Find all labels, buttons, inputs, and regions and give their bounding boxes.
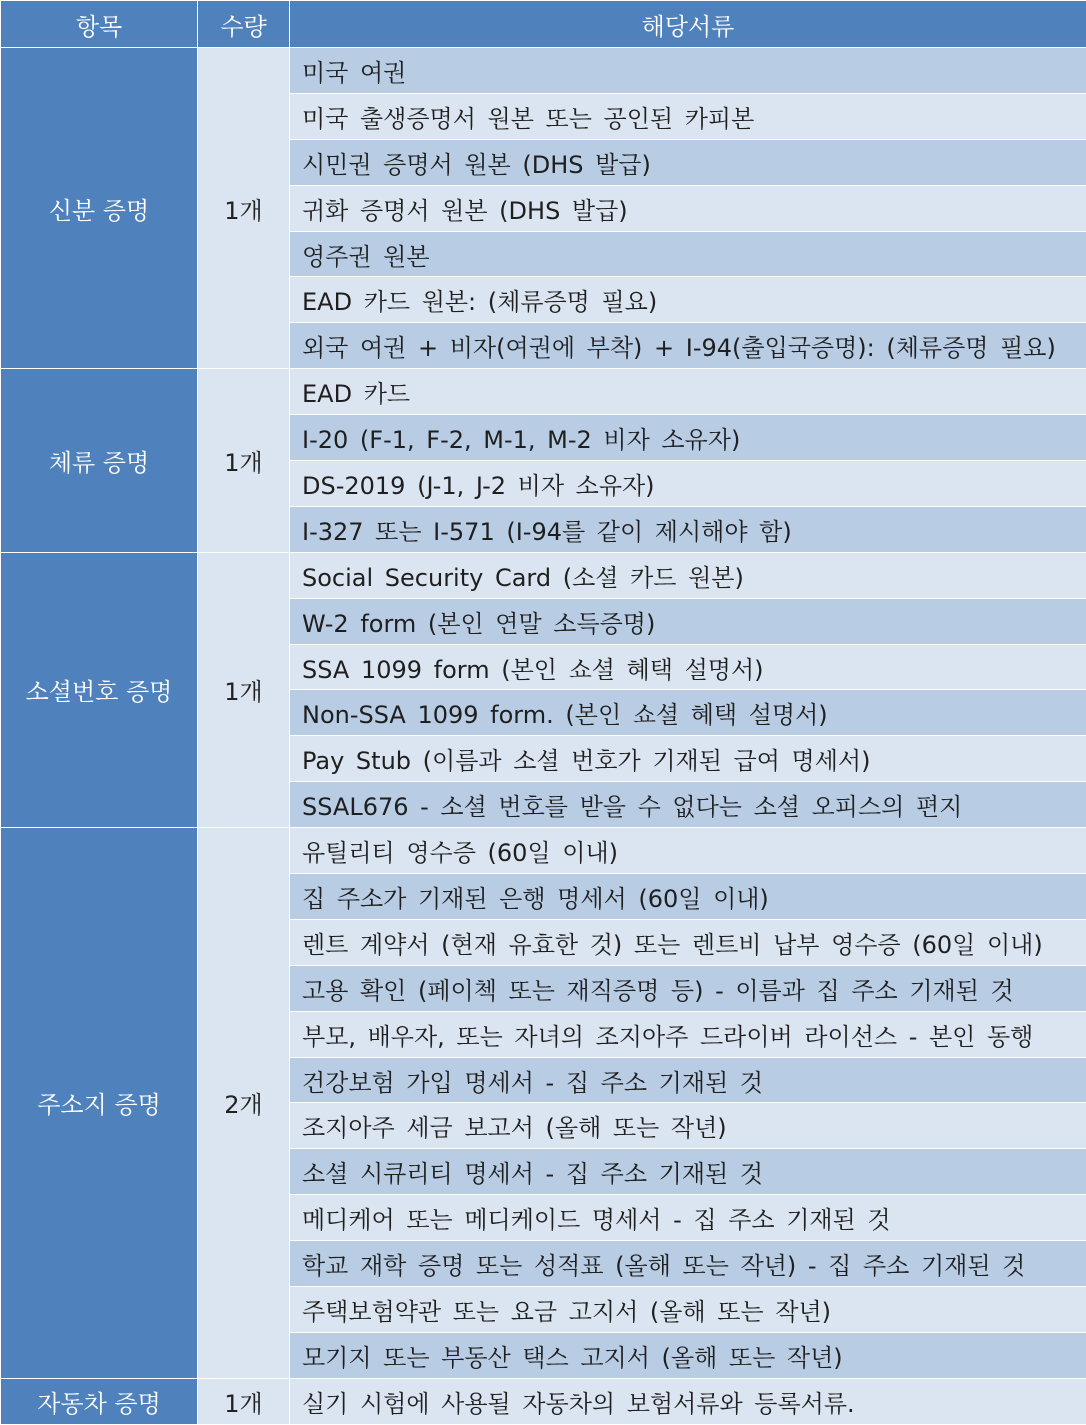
document-item: EAD 카드 원본: (체류증명 필요) [290,277,1086,323]
quantity-cell: 1개 [198,1378,290,1424]
document-item: EAD 카드 [290,369,1086,415]
document-item: 미국 출생증명서 원본 또는 공인된 카피본 [290,93,1086,139]
table-row [1,552,1086,598]
header-row [1,1,1086,48]
document-item: DS-2019 (J-1, J-2 비자 소유자) [290,461,1086,507]
document-item: 실기 시험에 사용될 자동차의 보험서류와 등록서류. [290,1378,1086,1424]
quantity-cell: 1개 [198,48,290,369]
table-row [1,369,1086,415]
document-item: SSA 1099 form (본인 쇼셜 혜택 설명서) [290,644,1086,690]
category-cell: 자동차 증명 [1,1378,198,1424]
table-row [1,1378,1086,1424]
document-item: 미국 여권 [290,48,1086,94]
document-item: Social Security Card (소셜 카드 원본) [290,552,1086,598]
table-row [1,828,1086,874]
document-item: Pay Stub (이름과 소셜 번호가 기재된 급여 명세서) [290,736,1086,782]
table-row [1,48,1086,94]
document-item: 영주권 원본 [290,231,1086,277]
document-item: W-2 form (본인 연말 소득증명) [290,598,1086,644]
category-cell: 신분 증명 [1,48,198,369]
document-item: 학교 재학 증명 또는 성적표 (올해 또는 작년) - 집 주소 기재된 것 [290,1241,1086,1287]
document-item: 렌트 계약서 (현재 유효한 것) 또는 렌트비 납부 영수증 (60일 이내) [290,919,1086,965]
quantity-cell: 2개 [198,828,290,1379]
category-cell: 소셜번호 증명 [1,552,198,827]
document-item: I-327 또는 I-571 (I-94를 같이 제시해야 함) [290,506,1086,552]
document-item: 소셜 시큐리티 명세서 - 집 주소 기재된 것 [290,1149,1086,1195]
document-item: 메디케어 또는 메디케이드 명세서 - 집 주소 기재된 것 [290,1195,1086,1241]
document-item: I-20 (F-1, F-2, M-1, M-2 비자 소유자) [290,415,1086,461]
document-item: Non-SSA 1099 form. (본인 쇼셜 혜택 설명서) [290,690,1086,736]
header-category: 항목 [1,1,198,48]
category-cell: 체류 증명 [1,369,198,553]
header-documents: 해당서류 [290,1,1086,48]
quantity-cell: 1개 [198,369,290,553]
quantity-cell: 1개 [198,552,290,827]
document-item: 집 주소가 기재된 은행 명세서 (60일 이내) [290,874,1086,920]
document-item: 건강보험 가입 명세서 - 집 주소 기재된 것 [290,1057,1086,1103]
document-item: 시민권 증명서 원본 (DHS 발급) [290,139,1086,185]
document-item: 부모, 배우자, 또는 자녀의 조지아주 드라이버 라이선스 - 본인 동행 [290,1011,1086,1057]
document-item: 유틸리티 영수증 (60일 이내) [290,828,1086,874]
category-cell: 주소지 증명 [1,828,198,1379]
document-item: 모기지 또는 부동산 택스 고지서 (올해 또는 작년) [290,1332,1086,1378]
document-item: 고용 확인 (페이첵 또는 재직증명 등) - 이름과 집 주소 기재된 것 [290,965,1086,1011]
document-item: SSAL676 - 소셜 번호를 받을 수 없다는 소셜 오피스의 편지 [290,782,1086,828]
document-item: 조지아주 세금 보고서 (올해 또는 작년) [290,1103,1086,1149]
document-item: 외국 여권 + 비자(여권에 부착) + I-94(출입국증명): (체류증명 필요) [290,323,1086,369]
header-quantity: 수량 [198,1,290,48]
document-item: 주택보험약관 또는 요금 고지서 (올해 또는 작년) [290,1287,1086,1333]
document-item: 귀화 증명서 원본 (DHS 발급) [290,185,1086,231]
